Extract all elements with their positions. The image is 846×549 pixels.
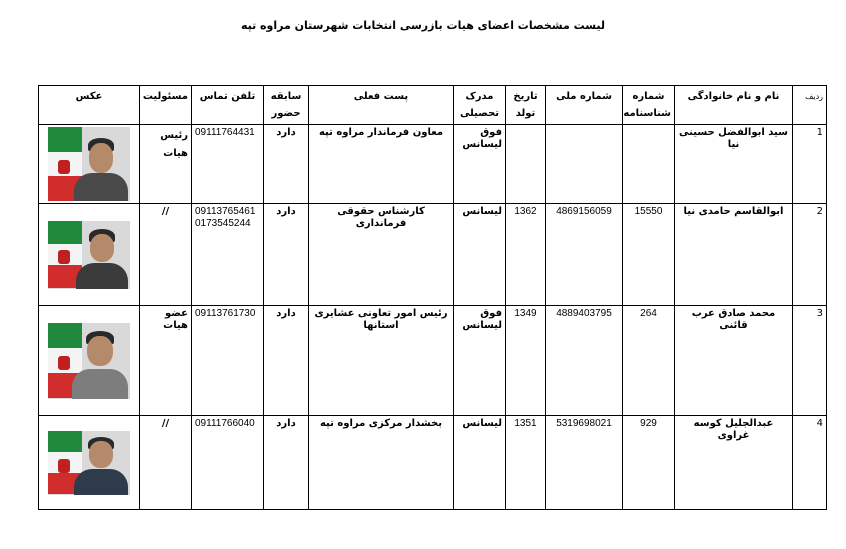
table-row [39,204,827,306]
portrait-photo [48,127,130,201]
row-number: 2 [793,204,827,306]
member-name: سید ابوالفضل حسینی نیا [675,125,793,204]
portrait-photo [48,221,130,289]
header-education: مدرک تحصیلی [454,86,506,125]
job-title: کارشناس حقوقی فرمانداری [309,204,454,306]
table-header-row [39,86,827,125]
photo-cell [39,306,140,416]
birth-year: 1351 [506,416,546,510]
header-national-id: شماره ملی [546,86,623,125]
page-title: لیست مشخصات اعضای هیات بازرسی انتخابات شهرستان مراوه تپه [240,19,606,32]
table-row [39,416,827,510]
header-id-number: شماره شناسنامه [623,86,675,125]
attendance-record: دارد [264,306,309,416]
person-figure [72,329,128,399]
row-number: 1 [793,125,827,204]
header-role: مسئولیت [140,86,192,125]
header-phone: تلفن تماس [192,86,264,125]
national-id: 5319698021 [546,416,623,510]
id-number: 929 [623,416,675,510]
id-number: 15550 [623,204,675,306]
person-figure [74,435,128,495]
attendance-record: دارد [264,416,309,510]
id-number: 264 [623,306,675,416]
job-title: معاون فرماندار مراوه تپه [309,125,454,204]
phone-number: 09111766040 [192,416,264,510]
education: فوق لیسانس [454,306,506,416]
attendance-record: دارد [264,204,309,306]
national-id: 4869156059 [546,204,623,306]
education: لیسانس [454,204,506,306]
header-birth-year: تاریخ تولد [506,86,546,125]
table-row [39,125,827,204]
education: لیسانس [454,416,506,510]
national-id: 4889403795 [546,306,623,416]
portrait-photo [48,431,130,495]
role: // [140,416,192,510]
portrait-photo [48,323,130,399]
header-record: سابقه حضور [264,86,309,125]
member-name: عبدالجلیل کوسه غراوی [675,416,793,510]
photo-cell [39,204,140,306]
photo-cell [39,125,140,204]
row-number: 4 [793,416,827,510]
national-id [546,125,623,204]
phone-number: 09111764431 [192,125,264,204]
person-figure [76,227,128,289]
members-table [38,85,827,510]
row-number: 3 [793,306,827,416]
photo-cell [39,416,140,510]
id-number [623,125,675,204]
role: عضو هیات [140,306,192,416]
person-figure [74,135,128,201]
member-name: محمد صادق عرب قائنی [675,306,793,416]
header-photo: عکس [39,86,140,125]
attendance-record: دارد [264,125,309,204]
role: رئیس هیات [140,125,192,204]
header-name: نام و نام خانوادگی [675,86,793,125]
education: فوق لیسانس [454,125,506,204]
job-title: رئیس امور تعاونی عشایری استانها [309,306,454,416]
table-row [39,306,827,416]
phone-number: 09113765461 0173545244 [192,204,264,306]
job-title: بخشدار مرکزی مراوه تپه [309,416,454,510]
birth-year: 1349 [506,306,546,416]
birth-year [506,125,546,204]
birth-year: 1362 [506,204,546,306]
member-name: ابوالقاسم حامدی نیا [675,204,793,306]
phone-number: 09113761730 [192,306,264,416]
role: // [140,204,192,306]
header-job: پست فعلی [309,86,454,125]
header-row-number: ردیف [793,86,827,125]
